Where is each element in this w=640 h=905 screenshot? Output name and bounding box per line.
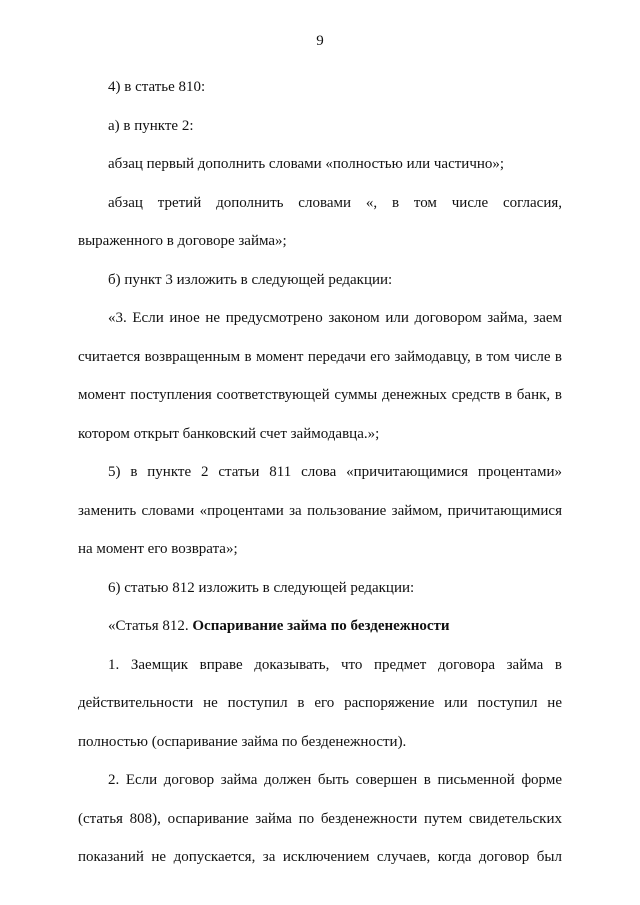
document-body bbox=[78, 68, 562, 877]
article-812-point-2: 2. Если договор займа должен быть совершен в письменной форме (статья 808), оспаривание займа по безденежности путем свидетельских показаний не допускается, за исключением случаев, когда договор был bbox=[78, 772, 562, 865]
paragraph-article-812: 6) статью 812 изложить в следующей редакции: bbox=[108, 579, 415, 596]
paragraph-article-810: 4) в статье 810: bbox=[108, 79, 206, 95]
page-number: 9 bbox=[316, 33, 324, 49]
paragraph-article-811: 5) в пункте 2 статьи 811 слова «причитающимися процентами» заменить словами «процентами за пользование займом, причитающимися на момент его возврата»; bbox=[78, 464, 562, 557]
paragraph-point-2: а) в пункте 2: bbox=[108, 117, 194, 134]
article-812-point-1: 1. Заемщик вправе доказывать, что предмет договора займа в действительности не поступил в его распоряжение или поступил не полностью (оспаривание займа по безденежности). bbox=[78, 656, 562, 750]
paragraph-first-abzac: абзац первый дополнить словами «полностью или частично»; bbox=[108, 156, 505, 172]
article-812-heading bbox=[78, 607, 562, 646]
paragraph-point-3-text: «3. Если иное не предусмотрено законом или договором займа, заем считается возвращенным в момент передачи его займодавцу, в том числе в момент поступления соответствующей суммы денежных средств в банк, в котором открыт банковский счет займодавца.»; bbox=[78, 310, 562, 442]
paragraph-point-3: б) пункт 3 изложить в следующей редакции: bbox=[108, 271, 393, 288]
article-812-prefix: «Статья 812. bbox=[108, 618, 193, 634]
article-812-title: Оспаривание займа по безденежности bbox=[192, 618, 450, 634]
paragraph-third-abzac: абзац третий дополнить словами «, в том числе согласия, выраженного в договоре займа»; bbox=[78, 194, 562, 249]
